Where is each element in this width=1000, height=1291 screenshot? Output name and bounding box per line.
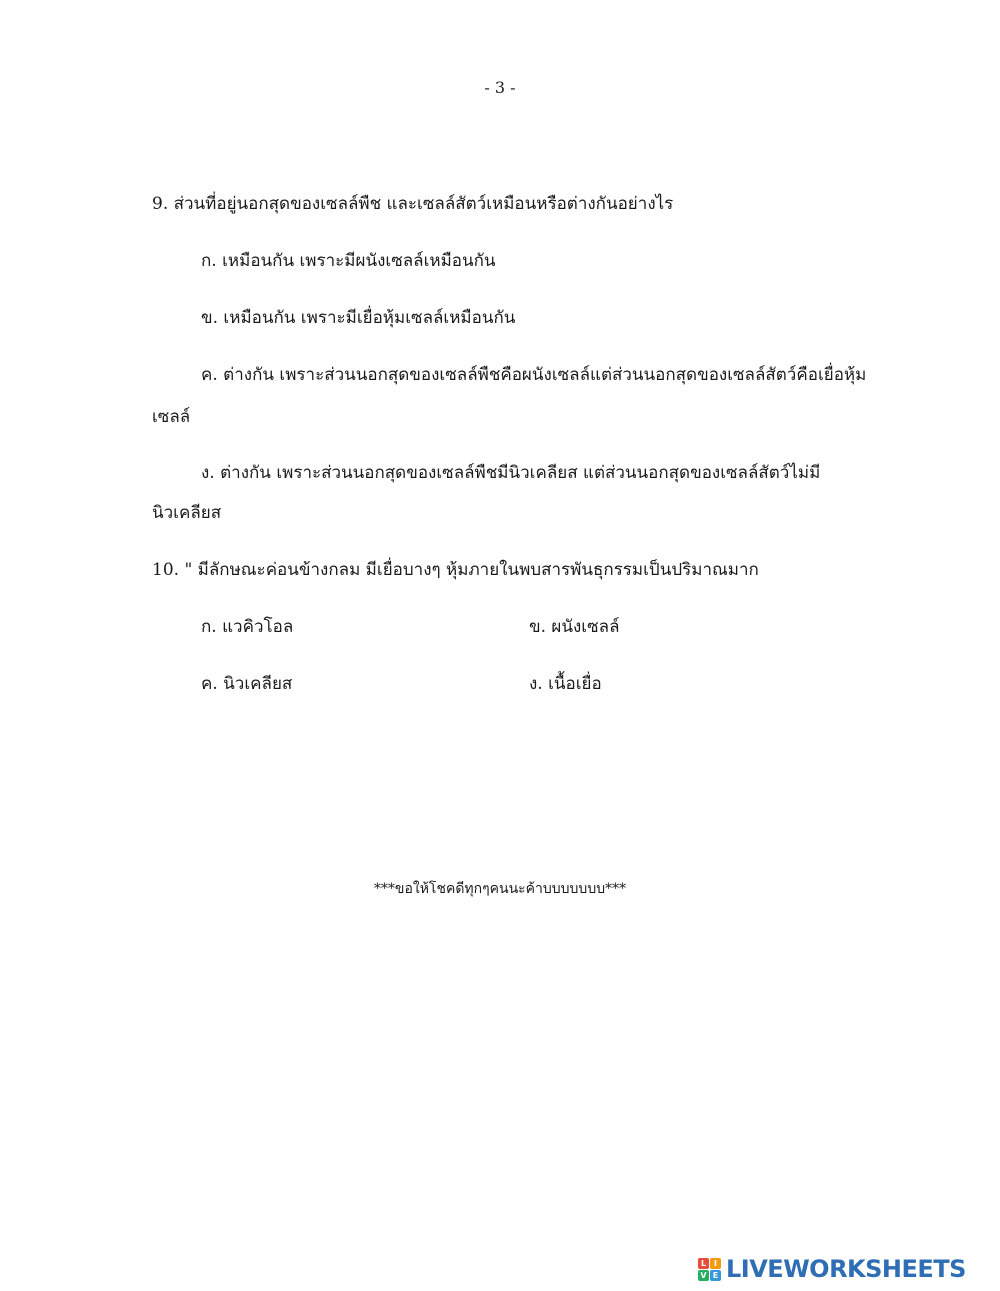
question-9-option-d-continuation: นิวเคลียส xyxy=(152,503,222,523)
question-10-text: 10. " มีลักษณะค่อนข้างกลม มีเยื่อบางๆ หุ้มภายในพบสารพันธุกรรมเป็นปริมาณมาก xyxy=(152,560,759,580)
logo-text: LIVEWORKSHEETS xyxy=(726,1255,966,1283)
question-9-option-c-continuation: เซลล์ xyxy=(152,407,191,427)
logo-badge-icon xyxy=(698,1258,721,1281)
question-9-option-c: ค. ต่างกัน เพราะส่วนนอกสุดของเซลล์พืชคือผนังเซลล์แต่ส่วนนอกสุดของเซลล์สัตว์คือเยื่อหุ้ม xyxy=(201,365,867,385)
question-9-option-a: ก. เหมือนกัน เพราะมีผนังเซลล์เหมือนกัน xyxy=(201,251,496,271)
logo-badge-letter: V xyxy=(698,1270,709,1281)
question-9-text: 9. ส่วนที่อยู่นอกสุดของเซลล์พืช และเซลล์สัตว์เหมือนหรือต่างกันอย่างไร xyxy=(152,194,674,214)
liveworksheets-logo xyxy=(698,1252,966,1286)
question-10-option-a: ก. แวคิวโอล xyxy=(201,617,294,637)
closing-note: ***ขอให้โชคดีทุกๆคนนะค้าบบบบบบบ*** xyxy=(373,881,627,897)
question-10-option-c: ค. นิวเคลียส xyxy=(201,674,293,694)
logo-badge-letter: I xyxy=(710,1258,721,1269)
page-number: - 3 - xyxy=(484,78,516,97)
question-9-option-b: ข. เหมือนกัน เพราะมีเยื่อหุ้มเซลล์เหมือนกัน xyxy=(201,308,516,328)
question-10-option-d: ง. เนื้อเยื่อ xyxy=(529,674,602,694)
question-9-option-d: ง. ต่างกัน เพราะส่วนนอกสุดของเซลล์พืชมีนิวเคลียส แต่ส่วนนอกสุดของเซลล์สัตว์ไม่มี xyxy=(201,463,821,483)
logo-badge-letter: L xyxy=(698,1258,709,1269)
logo-badge-letter: E xyxy=(710,1270,721,1281)
question-10-option-b: ข. ผนังเซลล์ xyxy=(529,617,620,637)
